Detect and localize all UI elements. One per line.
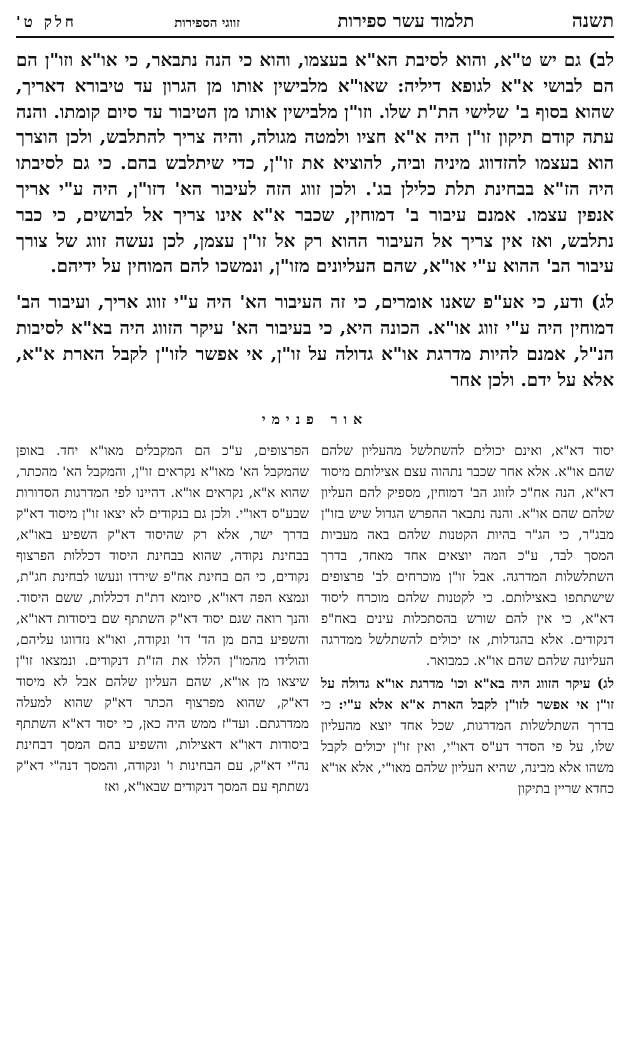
commentary-right-column xyxy=(321,441,614,802)
main-paragraph-33: לג) ודע, כי אע"פ שאנו אומרים, כי זה העיבור הא' היה ע"י זווג אריך, ועיבור הב' דמוחין היה ע"י זווג או"א. הכונה היא, כי בעיבור הא' עיקר הזווג היה בא"א לסיבות הנ"ל, אמנם להיות מדרגת או"א גדולה על זו"ן, אי אפשר לזו"ן לקבל הארת א"א, אלא על ידם. ולכן אחר xyxy=(16,292,614,391)
commentary-columns xyxy=(14,441,616,802)
gloss-text: כי בדרך השתלשלות המדרגות, שכל אחד יוצא מהעליון שלו, על פי הסדר דע"ס דאו"י, ואין זו"ן יכולים לקבל משהו אלא מבינה, שהיא העליון שלהם מאו"י, אלא או"א כחדא שריין בתיקון xyxy=(321,698,614,798)
commentary-gloss xyxy=(321,674,614,800)
book-title: תלמוד עשר ספירות xyxy=(337,11,475,32)
commentary-title: אור פנימי xyxy=(261,412,369,429)
page-number: תשנה xyxy=(571,10,614,32)
main-text xyxy=(14,48,616,393)
running-header xyxy=(16,10,614,38)
section-subtitle: זווגי הספירות xyxy=(174,16,240,31)
main-paragraph-32: לב) גם יש ט"א, והוא לסיבת הא"א בעצמו, והוא כי הנה נתבאר, כי או"א וזו"ן הם הם לבושי א"א לגופא דיליה: שאו"א מלבישין אותו מן הגרון עד טיבורא דאריך, שהוא בסוף ב' שלישי הת"ת שלו. וזו"ן מלבישין אותו מן הטיבור עד סיום קומתו. והנה עתה קודם תיקון זו"ן היה א"א חציו ולמטה מגולה, והיה צריך להתלבש, ולכן הוצרך הוא בעצמו להזדווג מיניה וביה, להוציא את זו"ן, כדי שיתלבש בהם. כי גם לסיבתו היה הז"א בבחינת תלת כלילן בג'. ולכן זווג הזה לעיבור הא' דזו"ן, היה ע"י אריך אנפין עצמו. אמנם עיבור ב' דמוחין, שכבר א"א אינו צריך אל לבושים, כי כבר נתלבש, ואז אין צריך אל העיבור ההוא רק אל זו"ן עצמן, לכן נעשה זווג של צורך עיבור הב' ההוא ע"י או"א, שהם העליונים מזו"ן, ונמשכו להם המוחין על ידיהם. xyxy=(16,50,614,278)
part-label: חלק ט' xyxy=(16,13,77,31)
commentary-left-column xyxy=(16,441,309,802)
commentary-heading xyxy=(14,409,616,429)
gloss-lead: לג) עיקר הזווג היה בא"א וכו' מדרגת או"א גדולה על זו"ן אי אפשר לזו"ן לקבל הארת א"א אלא ע"י: xyxy=(321,676,614,714)
commentary-left-text: הפרצופים, ע"כ הם המקבלים מאו"א יחד. באופן שהמקבל הא' מאו"א נקראים זו"ן, והמקבל הא' מהכתר, שהוא א"א, נקראים או"א. דהיינו לפי המדרגות הסדורות שבע"ס דאו"י. ולכן גם בנקודים לא יצאו זו"ן מיסוד דא"ק בדרך ישר, אלא רק שהיסוד דא"ק השפיע באו"א, בבחינת נקודה, שהוא בבחינת היסוד דכללות הפרצוף נקודים, כי הם בחינת אח"פ שירדו ונעשו לבחינת חג"ת, ונמצא הפה דאו"א, סיומא דת"ת דכללות, ששם היסוד. והנך רואה שגם יסוד דא"ק השתתף שם ביסודות דאו"א, והשפיע בהם מן הד' דו' ונקודה, ואו"א נזדווגו עליהם, והולידו מהמו"ן הללו את הז"ת דנקודים. ונמצאו זו"ן שיצאו מן או"א, שהם העליון שלהם אבל לא מיסוד דא"ק, שהוא מפרצוף הכתר דא"ק שהוא למעלה ממדרגתם. ועד"ז ממש היה כאן, כי יסוד דא"א השתתף ביסודות דאו"א דאצילות, והשפיע בהם המסך דבחינת נה"י דא"ק, עם הבחינות ו' ונקודה, והמסך דנה"י דא"ק נשתתף עם המסך דנקודים שבאו"א, ואז xyxy=(16,444,309,796)
commentary-right-text: יסוד דא"א, ואינם יכולים להשתלשל מהעליון שלהם שהם או"א. אלא אחר שכבר נתהוה עצם אצילותם מיסוד דא"א, הנה אח"כ לזווג הב' דמוחין, מספיק להם העליון שלהם שהם או"א. והנה נתבאר ההפרש הגדול שיש בזו"ן מבג"ר, כי הג"ר בהיות הקטנות שלהם באה מעביות המסך לבד, ע"כ המה יוצאים אחד מאחד, בדרך השתלשלות המדרגה. אבל זו"ן מוכרחים לב' פרצופים שישתתפו באצילותם. כי לקטנות שלהם מוכרח ליסוד דא"א, כי אין להם שורש בהסתכלות עינים באח"פ דנקודים. אלא בהגדלות, אז יכולים להשתלשל ממדרגה העליונה שלהם שהם או"א. כמבואר. xyxy=(321,444,614,670)
